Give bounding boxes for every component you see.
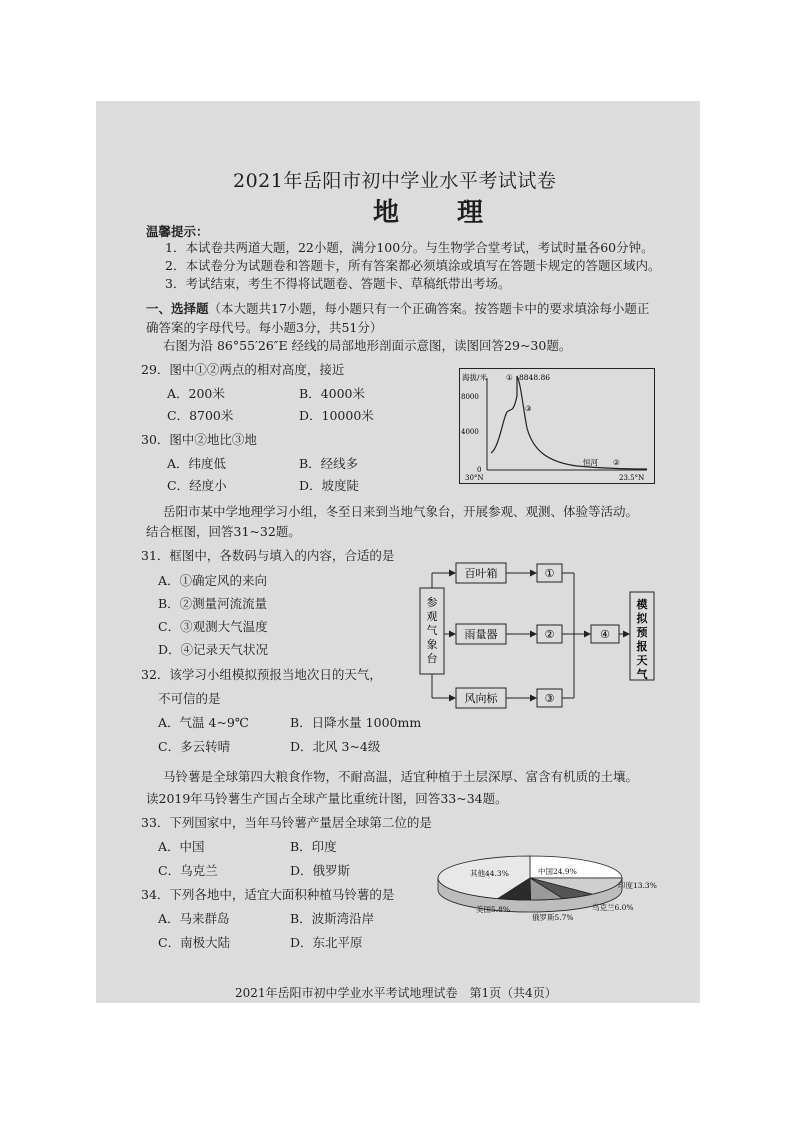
subject-title: 地 理 bbox=[373, 198, 500, 228]
profile-curve bbox=[491, 376, 647, 469]
q32-option-b: B．日降水量 1000mm bbox=[290, 715, 422, 730]
q29-option-c: C．8700米 bbox=[167, 408, 234, 423]
pie-label-2: 乌克兰6.0% bbox=[592, 903, 634, 912]
q30-option-b: B．经线多 bbox=[299, 456, 359, 471]
q30-option-a: A．纬度低 bbox=[167, 456, 227, 471]
q32-option-c: C．多云转晴 bbox=[158, 739, 231, 754]
section-instruction-2: 确答案的字母代号。每小题3分，共51分） bbox=[146, 320, 383, 335]
flow-circle-2: ② bbox=[544, 628, 555, 641]
profile-frame bbox=[460, 369, 655, 484]
profile-xlabel-right: 23.5°N bbox=[619, 474, 645, 482]
q32-option-a: A．气温 4~9℃ bbox=[158, 715, 249, 730]
potato-intro-2: 读2019年马铃薯生产国占全球产量比重统计图，回答33~34题。 bbox=[146, 791, 508, 806]
q29-option-b: B．4000米 bbox=[299, 386, 365, 401]
q34-option-d: D．东北平原 bbox=[290, 935, 363, 950]
question-29-stem: 29．图中①②两点的相对高度，接近 bbox=[141, 362, 345, 377]
profile-point-3: ③ bbox=[525, 404, 532, 413]
tip-item: 2．本试卷分为试题卷和答题卡，所有答案都必须填涂或填写在答题卡规定的答题区域内。 bbox=[165, 258, 661, 273]
group-intro-2: 结合框图，回答31~32题。 bbox=[146, 524, 301, 539]
terrain-profile-figure bbox=[459, 368, 655, 484]
q33-option-d: D．俄罗斯 bbox=[290, 863, 351, 878]
group-intro-1: 岳阳市某中学地理学习小组，冬至日来到当地气象台，开展参观、观测、体验等活动。 bbox=[163, 504, 639, 519]
question-30-stem: 30．图中②地比③地 bbox=[141, 432, 257, 447]
flow-circle-1: ① bbox=[544, 567, 555, 580]
flow-louver-label: 百叶箱 bbox=[464, 567, 498, 580]
q33-option-a: A．中国 bbox=[158, 839, 205, 854]
profile-point-2: ② bbox=[613, 458, 620, 467]
q33-option-b: B．印度 bbox=[290, 839, 337, 854]
q29-option-d: D．10000米 bbox=[299, 408, 374, 423]
exam-title: 2021年岳阳市初中学业水平考试试卷 bbox=[233, 170, 557, 192]
profile-point-1: ① bbox=[506, 373, 513, 382]
q30-option-d: D．坡度陡 bbox=[299, 478, 360, 493]
question-33-stem: 33．下列国家中，当年马铃薯产量居全球第二位的是 bbox=[141, 815, 432, 830]
profile-xlabel-left: 30°N bbox=[465, 474, 484, 482]
flow-end-label: 模拟预报天气 bbox=[636, 598, 648, 681]
profile-ytick-0: 0 bbox=[477, 466, 482, 474]
q34-option-a: A．马来群岛 bbox=[158, 911, 230, 926]
tip-item: 3．考试结束，考生不得将试题卷、答题卡、草稿纸带出考场。 bbox=[165, 276, 511, 291]
profile-river-label: 恒河 bbox=[583, 458, 598, 467]
q30-option-c: C．经度小 bbox=[167, 478, 227, 493]
pie-label-5: 其他44.3% bbox=[470, 869, 509, 878]
potato-intro-1: 马铃薯是全球第四大粮食作物，不耐高温，适宜种植于土层深厚、富含有机质的土壤。 bbox=[163, 769, 639, 784]
potato-pie-chart bbox=[430, 846, 670, 926]
page-footer: 2021年岳阳市初中学业水平考试地理试卷 第1页（共4页） bbox=[235, 986, 557, 1000]
pie-label-1: 印度13.3% bbox=[618, 881, 657, 890]
flow-windvane-label: 风向标 bbox=[464, 692, 498, 705]
tip-item: 1．本试卷共两道大题，22小题，满分100分。与生物学合堂考试，考试时量各60分钟。 bbox=[165, 240, 654, 255]
question-32-stem-1: 32．该学习小组模拟预报当地次日的天气， bbox=[141, 667, 382, 682]
profile-intro: 右图为沿 86°55′26″E 经线的局部地形剖面示意图，读图回答29~30题。 bbox=[163, 338, 572, 353]
pie-label-4: 美国5.8% bbox=[476, 905, 511, 914]
weather-flowchart bbox=[414, 560, 660, 712]
flow-raingauge-label: 雨量器 bbox=[464, 628, 498, 641]
section-heading bbox=[146, 299, 649, 317]
profile-ytick-4000: 4000 bbox=[461, 428, 479, 436]
q31-option-b: B．②测量河流流量 bbox=[158, 596, 268, 611]
q31-option-d: D．④记录天气状况 bbox=[158, 642, 269, 657]
profile-ytick-8000: 8000 bbox=[461, 393, 479, 401]
q34-option-b: B．波斯湾沿岸 bbox=[290, 911, 375, 926]
question-32-stem-2: 不可信的是 bbox=[158, 691, 221, 706]
question-31-stem: 31．框图中，各数码与填入的内容，合适的是 bbox=[141, 548, 395, 563]
profile-peak-label: 8848.86 bbox=[519, 373, 551, 382]
section-instruction: （本大题共17小题，每小题只有一个正确答案。按答题卡中的要求填涂每小题正 bbox=[208, 301, 650, 316]
tips-heading: 温馨提示： bbox=[146, 224, 209, 239]
flow-circle-4: ④ bbox=[600, 628, 610, 641]
flow-start-label: 参观气象台 bbox=[426, 596, 438, 665]
section-label: 一、选择题 bbox=[146, 301, 209, 316]
question-34-stem: 34．下列各地中，适宜大面积种植马铃薯的是 bbox=[141, 887, 395, 902]
q34-option-c: C．南极大陆 bbox=[158, 935, 231, 950]
flow-circle-3: ③ bbox=[544, 692, 555, 705]
profile-ylabel: 海拔/米 bbox=[462, 373, 488, 382]
q31-option-a: A．①确定风的来向 bbox=[158, 573, 268, 588]
q32-option-d: D．北风 3~4级 bbox=[290, 739, 381, 754]
q31-option-c: C．③观测大气温度 bbox=[158, 619, 268, 634]
pie-label-0: 中国24.9% bbox=[538, 867, 577, 876]
q33-option-c: C．乌克兰 bbox=[158, 863, 218, 878]
pie-label-3: 俄罗斯5.7% bbox=[532, 913, 574, 922]
q29-option-a: A．200米 bbox=[167, 386, 225, 401]
